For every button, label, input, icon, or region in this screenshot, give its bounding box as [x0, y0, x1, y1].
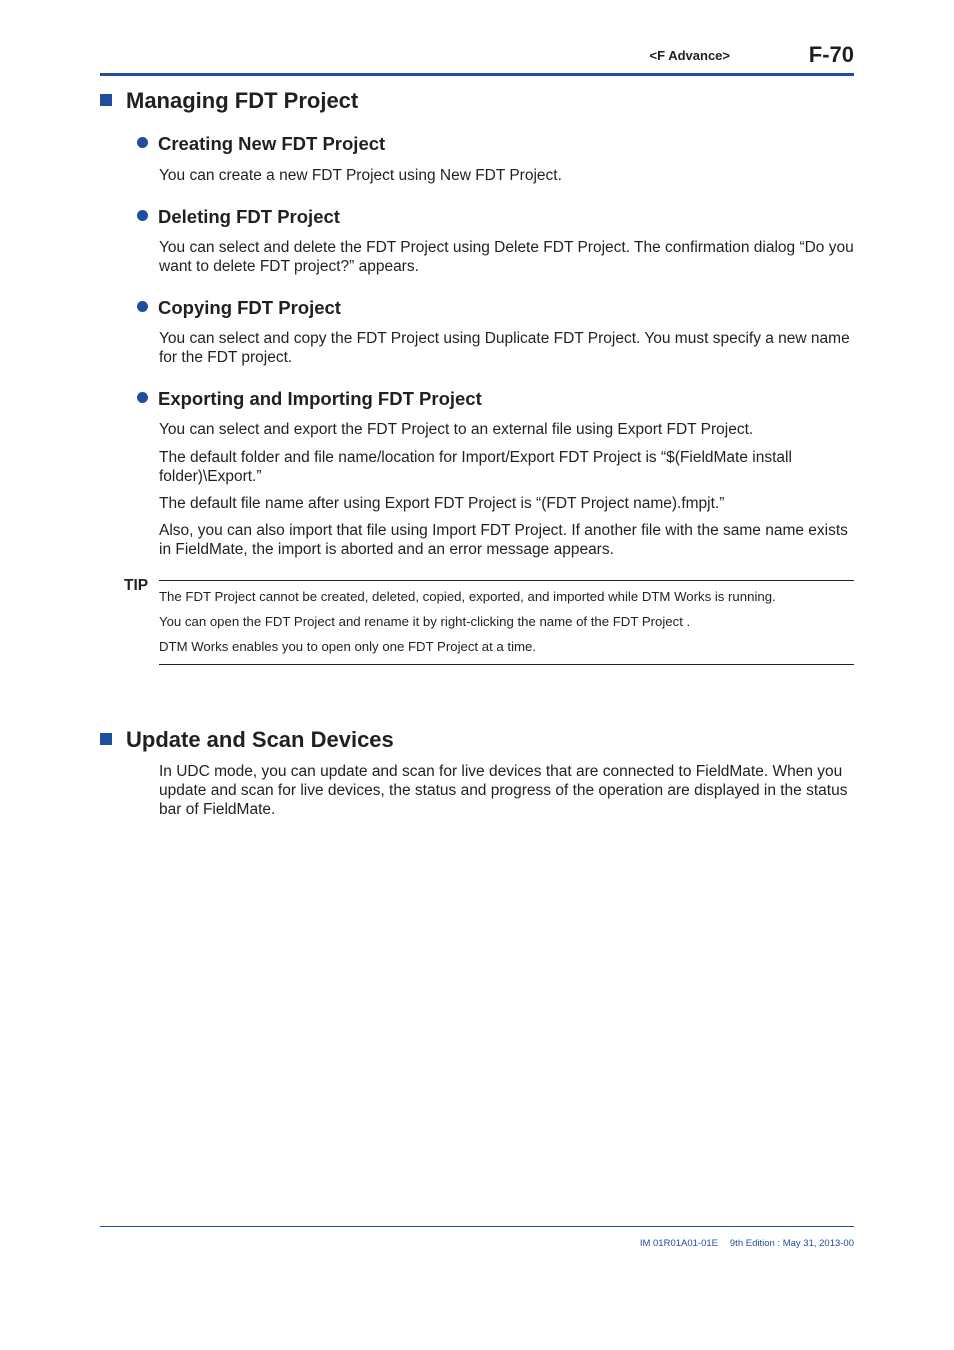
tip-line: DTM Works enables you to open only one FDT Project at a time.: [159, 639, 536, 654]
paragraph: In UDC mode, you can update and scan for live devices that are connected to FieldMate. When you update and scan for live devices, the status and progress of the operation are displayed in the status bar of FieldMate.: [159, 763, 848, 818]
paragraph: Also, you can also import that file using Import FDT Project. If another file with the same name exists in FieldMate, the import is aborted and an error message appears.: [159, 522, 848, 558]
tip-line: The FDT Project cannot be created, deleted, copied, exported, and imported while DTM Works is running.: [159, 589, 776, 604]
section-title: Update and Scan Devices: [126, 727, 394, 752]
round-bullet-icon: [137, 210, 148, 221]
section-heading-managing-fdt-project: [100, 88, 358, 114]
subsection-heading-creating: [137, 133, 385, 155]
subsection-title: Deleting FDT Project: [158, 206, 340, 227]
edition-date: 9th Edition : May 31, 2013-00: [729, 1238, 854, 1249]
paragraph: You can select and delete the FDT Project using Delete FDT Project. The confirmation dialog “Do you want to delete FDT project?” appears.: [159, 239, 854, 275]
subsection-heading-deleting: [137, 206, 340, 228]
chapter-label: <F Advance>: [649, 48, 730, 63]
tip-line: You can open the FDT Project and rename it by right-clicking the name of the FDT Project .: [159, 614, 691, 629]
page-number: F-70: [808, 42, 854, 67]
round-bullet-icon: [137, 137, 148, 148]
header-divider: [100, 73, 854, 76]
tip-bottom-rule: [159, 664, 854, 665]
square-bullet-icon: [100, 733, 112, 745]
subsection-heading-exporting: [137, 388, 482, 410]
tip-top-rule: [159, 580, 854, 581]
subsection-heading-copying: [137, 297, 341, 319]
round-bullet-icon: [137, 301, 148, 312]
section-title: Managing FDT Project: [126, 88, 359, 113]
subsection-title: Copying FDT Project: [158, 297, 341, 318]
paragraph: You can create a new FDT Project using New FDT Project.: [159, 167, 562, 184]
footer-divider: [100, 1226, 854, 1227]
paragraph: The default folder and file name/location for Import/Export FDT Project is “$(FieldMate install folder)\Export.”: [159, 449, 792, 485]
document-number: IM 01R01A01-01E: [639, 1238, 718, 1249]
subsection-title: Creating New FDT Project: [158, 133, 386, 154]
subsection-title: Exporting and Importing FDT Project: [158, 388, 482, 409]
paragraph: The default file name after using Export FDT Project is “(FDT Project name).fmpjt.”: [159, 495, 725, 512]
tip-label: TIP: [124, 577, 149, 594]
square-bullet-icon: [100, 94, 112, 106]
paragraph: You can select and export the FDT Project to an external file using Export FDT Project.: [159, 421, 754, 438]
round-bullet-icon: [137, 392, 148, 403]
paragraph: You can select and copy the FDT Project using Duplicate FDT Project. You must specify a new name for the FDT project.: [159, 330, 850, 366]
section-heading-update-scan: [100, 727, 394, 753]
